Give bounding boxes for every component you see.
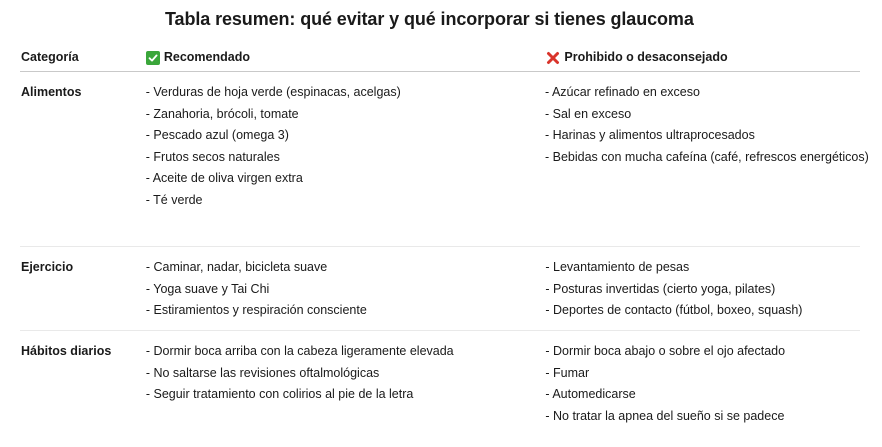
list-item: - No tratar la apnea del sueño si se padece: [545, 408, 785, 423]
recommended-list: [146, 82, 545, 211]
list-item: - Deportes de contacto (fútbol, boxeo, squash): [545, 303, 803, 317]
list-item: - Bebidas con mucha cafeína (café, refrescos energéticos): [545, 149, 869, 164]
table-row-habitos: [20, 331, 860, 447]
recommended-list: [146, 257, 546, 322]
header-category: Categoría: [21, 50, 79, 64]
list-item: - Estiramientos y respiración consciente: [145, 303, 367, 317]
list-item: - Dormir boca abajo o sobre el ojo afectado: [545, 344, 786, 358]
table-row-ejercicio: [20, 247, 860, 331]
category-label: Hábitos diarios: [21, 344, 112, 358]
category-label: Ejercicio: [21, 260, 74, 274]
list-item: - Posturas invertidas (cierto yoga, pilates): [545, 281, 776, 296]
list-item: - Levantamiento de pesas: [545, 260, 690, 274]
list-item: - Té verde: [145, 192, 203, 207]
list-item: - No saltarse las revisiones oftalmológicas: [145, 365, 380, 380]
prohibited-list: [545, 82, 869, 168]
prohibited-list: [545, 257, 860, 322]
category-label: Alimentos: [21, 85, 82, 99]
table-header-row: [20, 44, 860, 72]
header-recommended: [146, 44, 546, 71]
list-item: - Automedicarse: [545, 387, 636, 401]
header-prohibited: [545, 44, 860, 71]
list-item: - Aceite de oliva virgen extra: [145, 171, 303, 185]
page-title: Tabla resumen: qué evitar y qué incorporar si tienes glaucoma: [165, 9, 694, 29]
summary-table: [20, 44, 869, 447]
list-item: - Azúcar refinado en exceso: [545, 85, 700, 99]
prohibited-list: [545, 341, 860, 427]
list-item: - Pescado azul (omega 3): [145, 128, 289, 142]
list-item: - Zanahoria, brócoli, tomate: [145, 106, 299, 121]
cross-mark-icon: [545, 50, 560, 65]
list-item: - Yoga suave y Tai Chi: [145, 281, 270, 296]
list-item: - Fumar: [545, 365, 590, 380]
list-item: - Sal en exceso: [545, 106, 632, 121]
list-item: - Seguir tratamiento con colirios al pie de la letra: [145, 387, 414, 401]
list-item: - Dormir boca arriba con la cabeza ligeramente elevada: [145, 344, 454, 358]
table-row-alimentos: [20, 72, 869, 247]
list-item: - Harinas y alimentos ultraprocesados: [545, 128, 755, 142]
list-item: - Frutos secos naturales: [145, 149, 280, 164]
recommended-list: [146, 341, 546, 406]
check-mark-icon: [146, 51, 160, 65]
header-prohibited-label: Prohibido o desaconsejado: [564, 50, 728, 64]
list-item: - Verduras de hoja verde (espinacas, acelgas): [145, 85, 401, 99]
header-recommended-label: Recomendado: [163, 50, 250, 64]
list-item: - Caminar, nadar, bicicleta suave: [145, 260, 328, 274]
